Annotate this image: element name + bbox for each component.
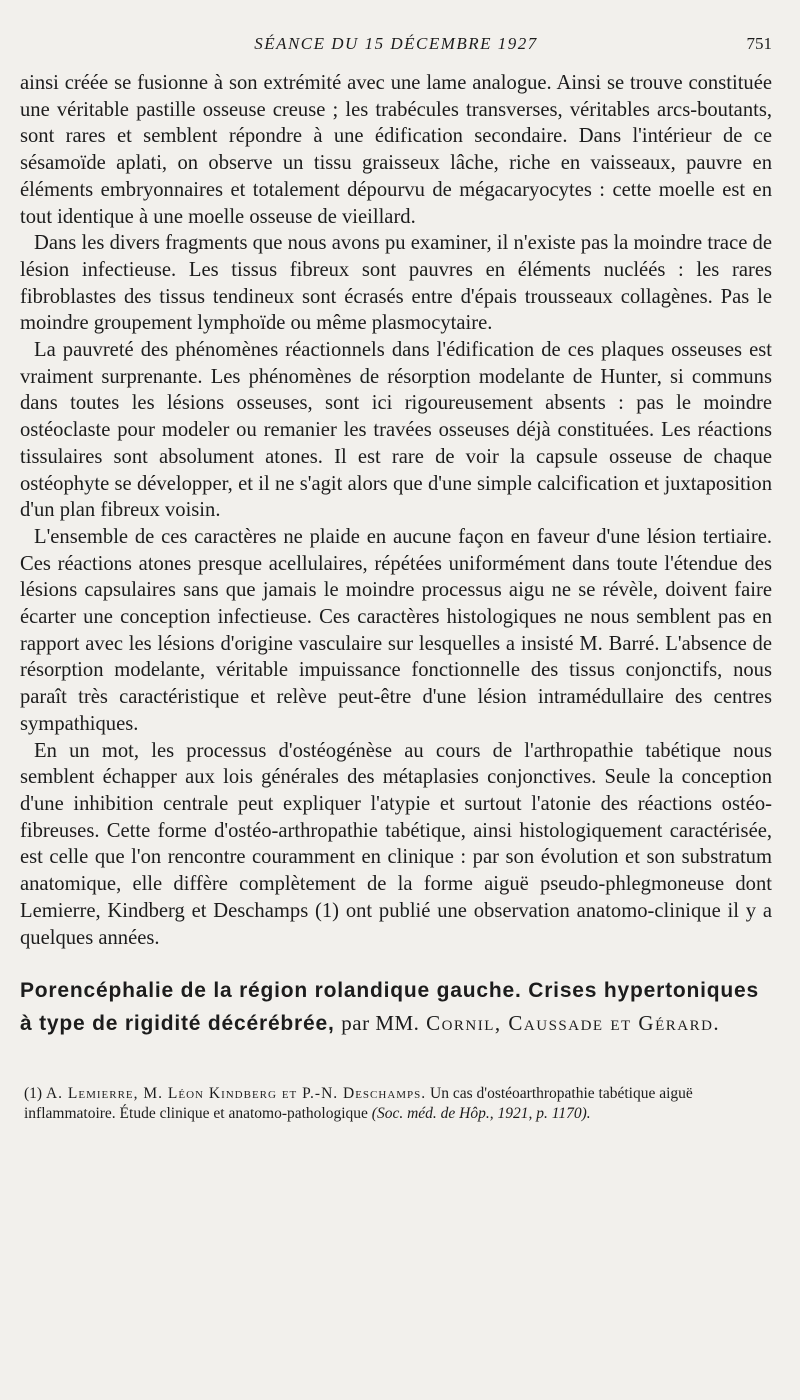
footnote-source: (Soc. méd. de Hôp., 1921, p. 1170). (371, 1105, 591, 1123)
paragraph: L'ensemble de ces caractères ne plaide en aucune façon en faveur d'une lésion tertiaire. Ces réactions atones presque acellulaires, répétées uniformément dans toute l'étendue des lésions capsulaires sans que jamais le moindre processus aigu ne se révèle, doivent faire écarter une conception infectieuse. Ces caractères histologiques ne nous semblent pas en rapport avec les lésions d'origine vasculaire sur lesquelles a insisté M. Barré. L'absence de résorption modelante, véritable impuissance fonctionnelle des tissus conjonctifs, nous paraît très caractéristique et relève peut-être d'une lésion intramédullaire des centres sympathiques. (20, 525, 772, 735)
footnote-marker: (1) (24, 1085, 43, 1103)
footnote-text: Un cas d'ostéoarthropathie tabétique aiguë inflammatoire. Étude clinique et anatomo-pathologique (24, 1085, 693, 1123)
section-byline: par MM. (341, 1011, 420, 1036)
paragraph: Dans les divers fragments que nous avons pu examiner, il n'existe pas la moindre trace de lésion infectieuse. Les tissus fibreux sont pauvres en éléments nucléés : les rares fibroblastes des tissus tendineux sont écrasés entre d'épais trousseaux collagènes. Pas le moindre groupement lymphoïde ou même plasmocytaire. (20, 232, 772, 335)
running-header (20, 30, 772, 70)
paragraph: La pauvreté des phénomènes réactionnels dans l'édification de ces plaques osseuses est vraiment surprenante. Les phénomènes de résorption modelante de Hunter, si communs dans toutes les lésions osseuses, sont ici rigoureusement absents : pas le moindre ostéoclaste pour modeler ou remanier les travées osseuses déjà constituées. Les réactions tissulaires sont absolument atones. Il est rare de voir la capsule osseuse de chaque ostéophyte se développer, et il ne s'agit alors que d'une simple calcification et juxtaposition d'un plan fibreux voisin. (20, 339, 772, 522)
paragraph: En un mot, les processus d'ostéogénèse au cours de l'arthropathie tabétique nous semblent échapper aux lois générales des métaplasies conjonctives. Seule la conception d'une inhibition centrale peut expliquer l'atypie et surtout l'atonie des réactions ostéo-fibreuses. Cette forme d'ostéo-arthropathie tabétique, ainsi histologiquement caractérisée, est celle que l'on rencontre couramment en clinique : par son évolution et son substratum anatomique, elle diffère complètement de la forme aiguë pseudo-phlegmoneuse dont Lemierre, Kindberg et Deschamps (1) ont publié une observation anatomo-clinique il y a quelques années. (20, 739, 772, 949)
section-title: Porencéphalie de la région rolandique gauche. Crises hypertoniques à type de rigidité décérébrée, (20, 979, 759, 1036)
running-title: SÉANCE DU 15 DÉCEMBRE 1927 (254, 34, 538, 53)
footnote (20, 1084, 772, 1124)
footnote-authors: A. Lemierre, M. Léon Kindberg et P.-N. Deschamps. (45, 1085, 427, 1103)
section-heading (20, 975, 772, 1040)
paragraph-continuation: ainsi créée se fusionne à son extrémité avec une lame analogue. Ainsi se trouve constituée une véritable pastille osseuse creuse ; les trabécules transverses, véritables arcs-boutants, sont rares et semblent répondre à une édification secondaire. Dans l'intérieur de ce sésamoïde aplati, on observe un tissu graisseux lâche, riche en vaisseaux, pauvre en éléments embryonnaires et totalement dépourvu de mégacaryocytes : cette moelle est en tout identique à une moelle osseuse de vieillard. (20, 72, 772, 228)
body-text (20, 70, 772, 951)
page-number: 751 (746, 34, 772, 53)
section-authors: Cornil, Caussade et Gérard. (426, 1011, 721, 1036)
